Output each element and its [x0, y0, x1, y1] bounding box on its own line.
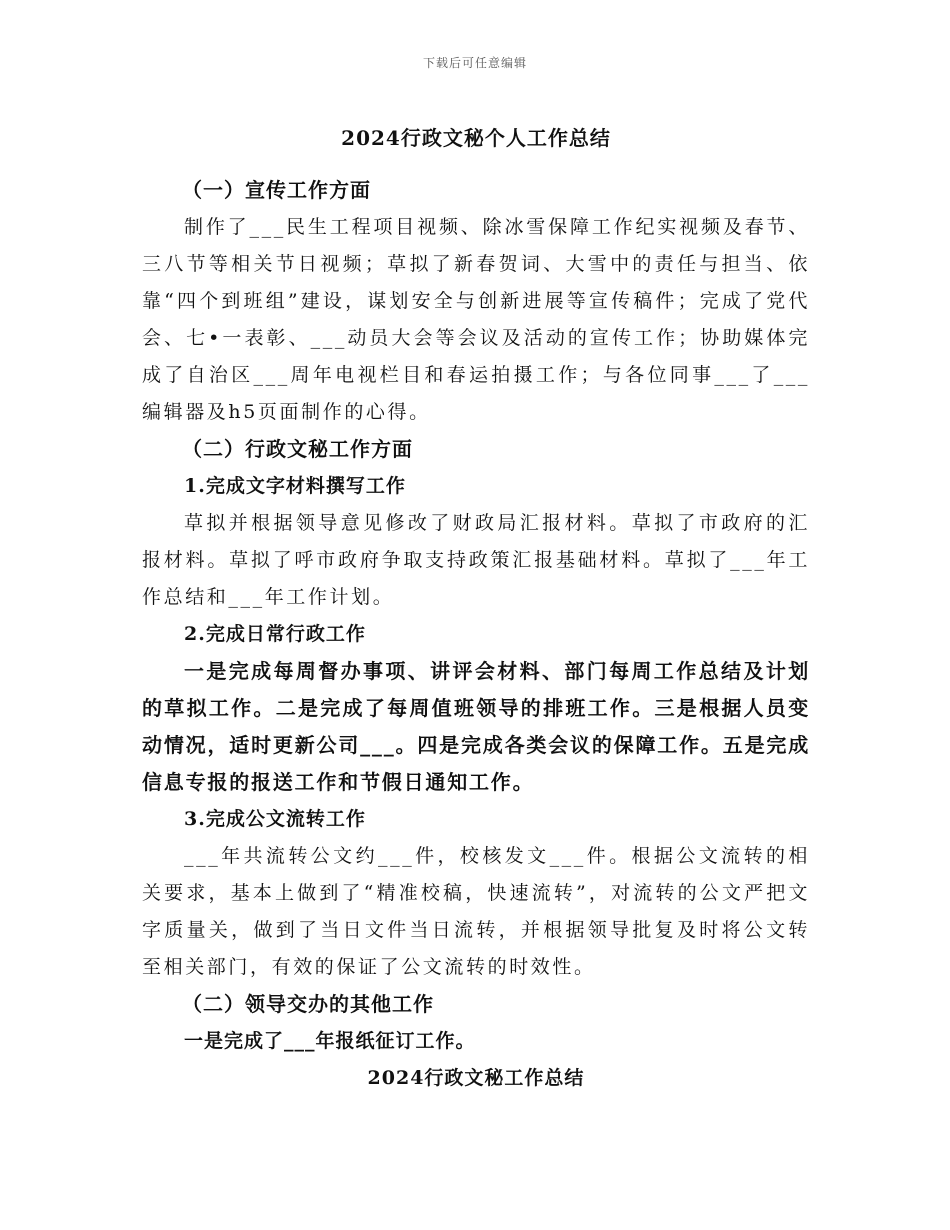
item-body-circulation: ___年共流转公文约___件，校核发文___件。根据公文流转的相关要求，基本上做到了“精准校稿，快速流转”，对流转的公文严把文字质量关，做到了当日文件当日流转，并根据领导批复及时将公文转至相关部门，有效的保证了公文流转的时效性。	[142, 845, 810, 978]
item-body-daily: 一是完成每周督办事项、讲评会材料、部门每周工作总结及计划的草拟工作。二是完成了每周值班领导的排班工作。三是根据人员变动情况，适时更新公司___。四是完成各类会议的保障工作。五是完成信息专报的报送工作和节假日通知工作。	[142, 659, 810, 794]
section-body-publicity: 制作了___民生工程项目视频、除冰雪保障工作纪实视频及春节、三八节等相关节日视频；草拟了新春贺词、大雪中的责任与担当、依靠“四个到班组”建设，谋划安全与创新进展等宣传稿件；完成了党代会、七•一表彰、___动员大会等会议及活动的宣传工作；协助媒体完成了自治区___周年电视栏目和春运拍摄工作；与各位同事___了___编辑器及h5页面制作的心得。	[142, 216, 810, 423]
section-heading-other: （二）领导交办的其他工作	[182, 992, 434, 1016]
item-heading-circulation: 3.完成公文流转工作	[184, 808, 366, 830]
section-body-other: 一是完成了___年报纸征订工作。	[184, 1030, 476, 1052]
section-heading-publicity: （一）宣传工作方面	[182, 178, 371, 202]
item-body-writing: 草拟并根据领导意见修改了财政局汇报材料。草拟了市政府的汇报材料。草拟了呼市政府争取支持政策汇报基础材料。草拟了___年工作总结和___年工作计划。	[142, 512, 810, 608]
document-second-title: 2024行政文秘工作总结	[367, 1067, 585, 1089]
item-heading-daily: 2.完成日常行政工作	[184, 623, 366, 645]
document-title: 2024行政文秘个人工作总结	[341, 126, 611, 150]
section-heading-admin: （二）行政文秘工作方面	[182, 437, 413, 461]
item-heading-writing: 1.完成文字材料撰写工作	[184, 475, 406, 497]
document-body	[142, 118, 810, 1097]
page-header-note: 下载后可任意编辑	[422, 56, 527, 70]
